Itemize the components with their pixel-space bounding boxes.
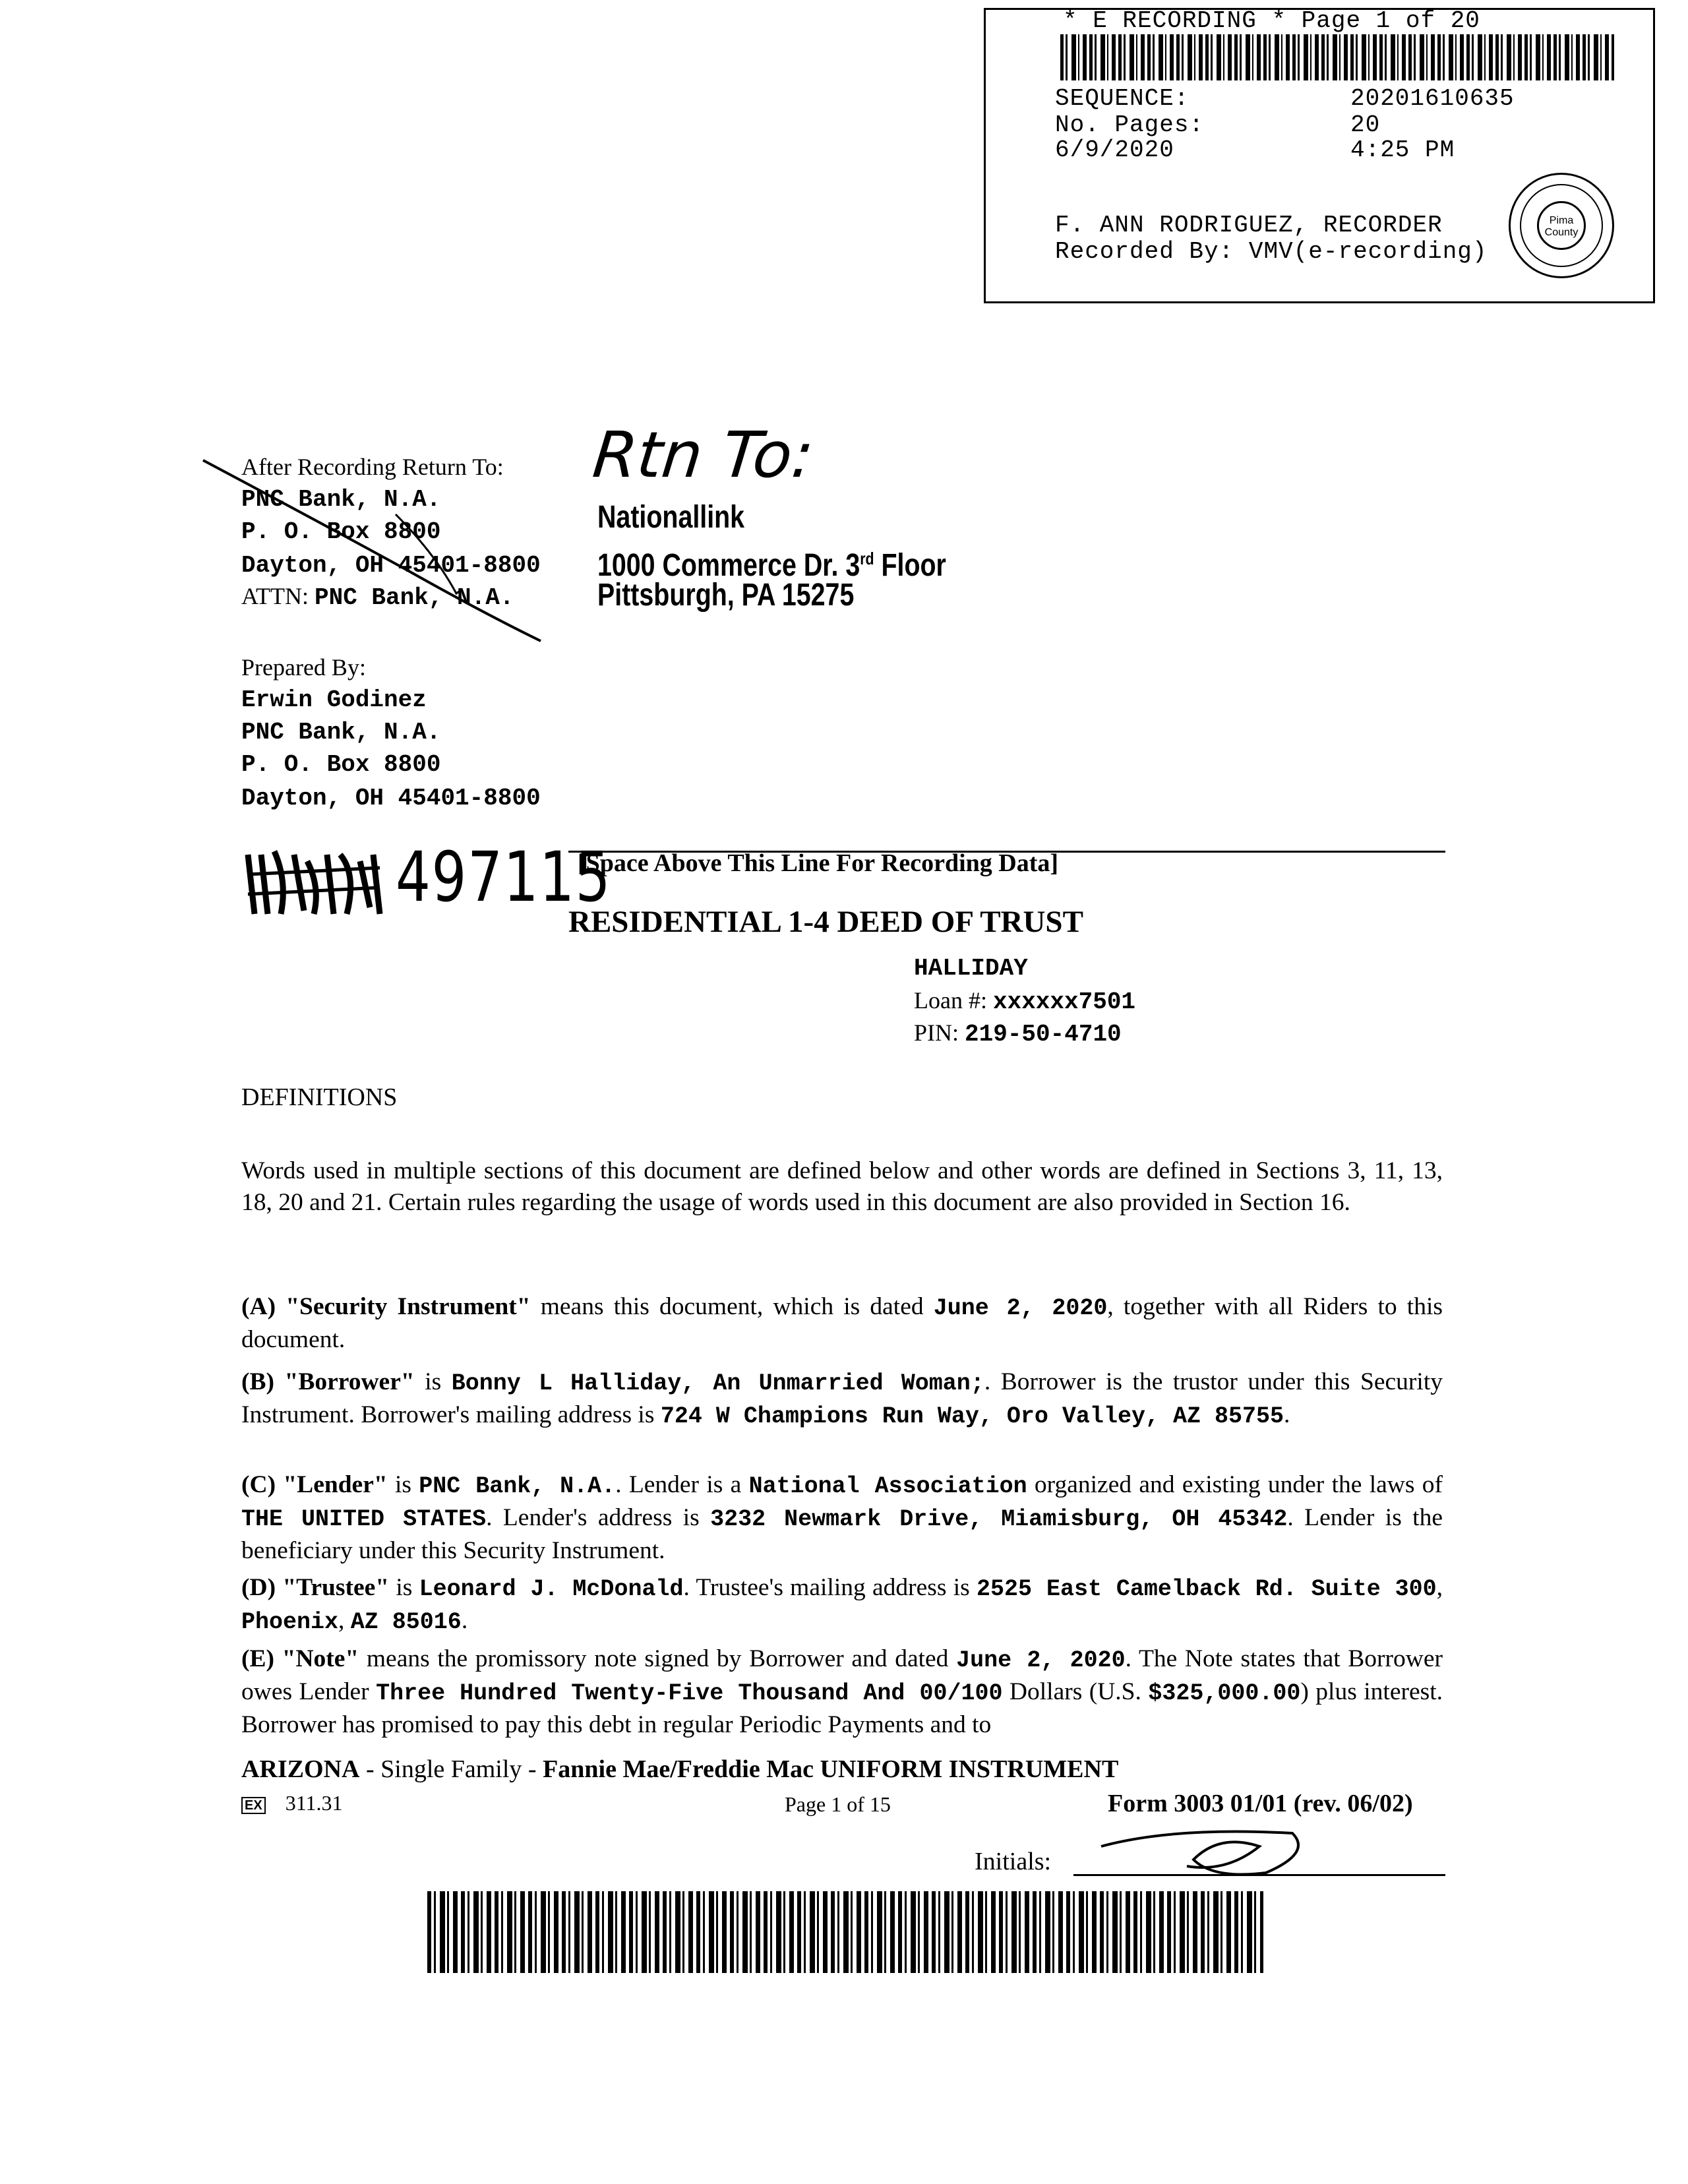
ex-badge: EX (241, 1797, 266, 1814)
sequence-label: SEQUENCE: (1055, 85, 1190, 112)
loan-number: Loan #: xxxxxx7501 (914, 987, 1136, 1016)
initials-signature (1095, 1813, 1312, 1886)
definition-d: (D) "Trustee" is Leonard J. McDonald. Trustee's mailing address is 2525 East Camelback Rd. Suite 300, Phoenix, AZ 85016. (241, 1574, 1443, 1635)
recorder-name: F. ANN RODRIGUEZ, RECORDER (1055, 212, 1443, 239)
new-return-city: Pittsburgh, PA 15275 (597, 578, 855, 613)
prepared-by-city: Dayton, OH 45401-8800 (241, 785, 541, 812)
strike-through-mark (198, 448, 554, 646)
recording-header: * E RECORDING * Page 1 of 20 (1063, 7, 1480, 34)
initials-label: Initials: (975, 1848, 1052, 1875)
definition-e: (E) "Note" means the promissory note signed by Borrower and dated June 2, 2020. The Note states that Borrower owes Lender Three Hundred Twenty-Five Thousand And 00/100 Dollars (U.S. $325,000.00) plus interest. Borrower has promised to pay this debt in regular Periodic Payments and to (241, 1645, 1443, 1738)
document-barcode (427, 1891, 1263, 1973)
handwritten-scribble (241, 841, 386, 927)
prepared-by-company: PNC Bank, N.A. (241, 719, 441, 746)
return-to-line3: Dayton, OH 45401-8800 (241, 552, 541, 579)
footer-form-title: ARIZONA - Single Family - Fannie Mae/Freddie Mac UNIFORM INSTRUMENT (241, 1755, 1119, 1783)
footer-form-number: Form 3003 01/01 (rev. 06/02) (1108, 1790, 1413, 1817)
recorded-by: Recorded By: VMV(e-recording) (1055, 239, 1488, 265)
prepared-by-label: Prepared By: (241, 654, 366, 681)
recording-data-divider (568, 851, 1445, 853)
pages-value: 20 (1350, 111, 1381, 138)
sequence-value: 20201610635 (1350, 85, 1515, 112)
definition-a: (A) "Security Instrument" means this document, which is dated June 2, 2020, together with all Riders to this document. (241, 1293, 1443, 1353)
county-seal (1509, 173, 1614, 278)
space-above-label: [Space Above This Line For Recording Data] (578, 849, 1059, 877)
return-to-line1: PNC Bank, N.A. (241, 486, 441, 513)
prepared-by-box: P. O. Box 8800 (241, 751, 441, 778)
return-to-line2: P. O. Box 8800 (241, 518, 441, 545)
footer-page-number: Page 1 of 15 (785, 1792, 891, 1816)
intro-paragraph: Words used in multiple sections of this document are defined below and other words are defined in Sections 3, 11, 13, 18, 20 and 21. Certain rules regarding the usage of words used in this document are also provided in Section 16. (241, 1157, 1443, 1216)
definition-b: (B) "Borrower" is Bonny L Halliday, An Unmarried Woman;. Borrower is the trustor under this Security Instrument. Borrower's mailing address is 724 W Champions Run Way, Oro Valley, AZ 85755. (241, 1368, 1443, 1430)
return-to-label: After Recording Return To: (241, 454, 504, 480)
prepared-by-name: Erwin Godinez (241, 686, 427, 713)
pin-number: PIN: 219-50-4710 (914, 1019, 1122, 1048)
document-title: RESIDENTIAL 1-4 DEED OF TRUST (568, 905, 1083, 939)
pages-label: No. Pages: (1055, 111, 1205, 138)
seal-center-text: Pima County (1537, 201, 1586, 250)
definitions-heading: DEFINITIONS (241, 1083, 398, 1111)
handwritten-rtn-to: Rtn To: (589, 418, 818, 492)
recording-barcode (1060, 34, 1614, 80)
handwritten-number: 497115 (396, 837, 612, 917)
borrower-last-name: HALLIDAY (914, 955, 1028, 982)
new-return-street: 1000 Commerce Dr. 3rd Floor (597, 548, 946, 583)
return-to-line4: ATTN: PNC Bank, N.A. (241, 583, 514, 611)
new-return-name: Nationallink (597, 500, 745, 535)
footer-form-code: EX 311.31 (241, 1790, 343, 1816)
recording-date: 6/9/2020 (1055, 136, 1174, 164)
definition-c: (C) "Lender" is PNC Bank, N.A.. Lender is a National Association organized and existing under the laws of THE UNITED STATES. Lender's address is 3232 Newmark Drive, Miamisburg, OH 45342. Lender is the beneficiary under this Security Instrument. (241, 1471, 1443, 1564)
recording-time: 4:25 PM (1350, 136, 1455, 164)
